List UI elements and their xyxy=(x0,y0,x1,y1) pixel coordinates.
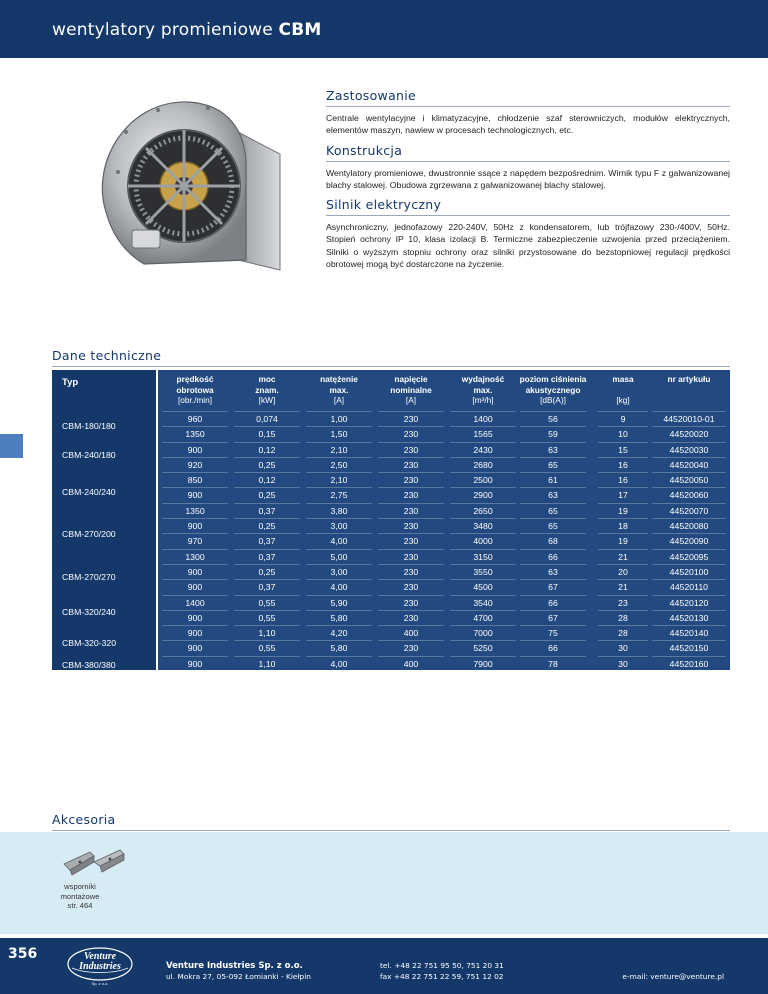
table-cell: 17 xyxy=(598,487,648,502)
table-cell: 56 xyxy=(520,411,586,426)
table-cell: 2650 xyxy=(450,503,516,518)
table-cell: 0,37 xyxy=(234,579,300,594)
type-label: CBM-240/240 xyxy=(62,487,116,497)
table-cell: 1350 xyxy=(162,503,228,518)
page-title xyxy=(52,20,322,40)
table-cell: 900 xyxy=(162,656,228,671)
column-header-line: max. xyxy=(473,384,493,395)
table-cell: 20 xyxy=(598,564,648,579)
table-cell: 900 xyxy=(162,487,228,502)
column-header-nr-artykulu xyxy=(652,374,726,385)
section-title: Silnik elektryczny xyxy=(326,197,730,216)
section-text: Asynchroniczny, jednofazowy 220-240V, 50Hz z kondensatorem, lub trójfazowy 230-/400V, 50Hz. Stopień ochrony IP 10, klasa izolacji B. Termiczne zabezpieczenie uzwojenia przed przeciążeniem. Silniki o wyższym stopniu ochrony oraz silniki przystosowane do bezstopniowej regulacji prędkości obrotowej mogą być dostarczone na życzenie. xyxy=(326,222,730,270)
table-cell: 900 xyxy=(162,625,228,640)
table-cell: 66 xyxy=(520,549,586,564)
table-cell: 65 xyxy=(520,518,586,533)
column-header-moc xyxy=(234,374,300,406)
table-cell: 4,00 xyxy=(306,579,372,594)
table-cell: 3550 xyxy=(450,564,516,579)
table-cell: 900 xyxy=(162,518,228,533)
table-type-column-bg xyxy=(52,370,156,670)
table-cell: 850 xyxy=(162,472,228,487)
type-label: CBM-320-320 xyxy=(62,638,117,648)
section-zastosowanie xyxy=(326,88,730,137)
section-text: Wentylatory promieniowe, dwustronnie ssące z napędem bezpośrednim. Wirnik typu F z galwanizowanej blachy stalowej. Obudowa zgrzewana z galwanizowanej blachy stalowej. xyxy=(326,168,730,191)
table-cell: 30 xyxy=(598,640,648,655)
table-cell: 10 xyxy=(598,426,648,441)
table-cell: 230 xyxy=(378,518,444,533)
column-header-line: max. xyxy=(329,384,349,395)
table-cell: 65 xyxy=(520,503,586,518)
table-cell: 63 xyxy=(520,487,586,502)
table-cell: 0,25 xyxy=(234,487,300,502)
table-cell: 44520140 xyxy=(652,625,726,640)
table-cell: 2,20 xyxy=(234,671,300,686)
table-cell: 3540 xyxy=(450,595,516,610)
table-cell: 230 xyxy=(378,610,444,625)
column-header-line: obrotowa xyxy=(176,384,214,395)
table-cell: 28 xyxy=(598,610,648,625)
column-wydajnosc xyxy=(450,411,516,686)
page-title-main: wentylatory promieniowe xyxy=(52,20,279,40)
table-cell: 16 xyxy=(598,457,648,472)
technical-data-table xyxy=(52,370,730,685)
table-cell: 3,00 xyxy=(306,518,372,533)
column-header-unit: [m³/h] xyxy=(472,395,494,406)
logo-text-spzoo: Sp. z o.o. xyxy=(91,981,109,986)
column-header-napiecie xyxy=(378,374,444,406)
column-header-unit: [A] xyxy=(333,395,345,406)
table-cell: 61 xyxy=(520,472,586,487)
table-cell: 44520010-01 xyxy=(652,411,726,426)
table-cell: 15 xyxy=(598,442,648,457)
table-cell: 11900 xyxy=(450,671,516,686)
table-cell: 230 xyxy=(378,503,444,518)
table-cell: 7900 xyxy=(450,656,516,671)
column-header-unit: [kW] xyxy=(258,395,276,406)
table-cell: 68 xyxy=(520,533,586,548)
section-text: Centrale wentylacyjne i klimatyzacyjne, chłodzenie szaf sterowniczych, modułów elektrycznych, elementów maszyn, nawiew w procesach technologicznych, etc. xyxy=(326,113,730,136)
column-header-line: znam. xyxy=(255,384,279,395)
table-cell: 1350 xyxy=(162,426,228,441)
table-cell: 1,50 xyxy=(306,426,372,441)
table-cell: 28 xyxy=(598,625,648,640)
table-cell: 7000 xyxy=(450,625,516,640)
table-cell: 75 xyxy=(520,625,586,640)
fan-product-image xyxy=(88,92,288,282)
column-header-line: natężenie xyxy=(320,374,358,384)
table-cell: 44520080 xyxy=(652,518,726,533)
section-title: Konstrukcja xyxy=(326,143,730,162)
column-header-line: napięcie xyxy=(394,374,428,384)
column-predkosc xyxy=(162,411,228,686)
table-cell: 230 xyxy=(378,411,444,426)
footer-email[interactable]: e-mail: venture@venture.pl xyxy=(622,972,724,981)
table-cell: 8,00 xyxy=(306,671,372,686)
table-cell: 230 xyxy=(378,472,444,487)
table-cell: 0,37 xyxy=(234,533,300,548)
table-cell: 230 xyxy=(378,533,444,548)
table-cell: 5,90 xyxy=(306,595,372,610)
caption-line: wsporniki xyxy=(64,882,96,891)
table-cell: 0,12 xyxy=(234,472,300,487)
table-cell: 3,80 xyxy=(306,503,372,518)
type-label: CBM-270/270 xyxy=(62,572,116,582)
table-cell: 4,00 xyxy=(306,656,372,671)
table-cell: 4,00 xyxy=(306,533,372,548)
column-header-line: nominalne xyxy=(390,384,432,395)
table-cell: 1,00 xyxy=(306,411,372,426)
table-cell: 900 xyxy=(162,640,228,655)
table-cell: 3,00 xyxy=(306,564,372,579)
table-cell: 44520060 xyxy=(652,487,726,502)
table-cell: 230 xyxy=(378,457,444,472)
table-cell: 78 xyxy=(520,656,586,671)
column-poziom xyxy=(520,411,586,686)
table-cell: 5,80 xyxy=(306,610,372,625)
table-cell: 0,37 xyxy=(234,549,300,564)
table-cell: 0,15 xyxy=(234,426,300,441)
table-cell: 1,10 xyxy=(234,656,300,671)
table-cell: 1565 xyxy=(450,426,516,441)
table-cell: 0,25 xyxy=(234,564,300,579)
column-header-unit: [dB(A)] xyxy=(540,395,566,406)
table-cell: 21 xyxy=(598,579,648,594)
table-cell: 44520040 xyxy=(652,457,726,472)
table-cell: 5,00 xyxy=(306,549,372,564)
column-nr-artykulu xyxy=(652,411,726,686)
page-number: 356 xyxy=(8,946,38,962)
table-cell: 0,12 xyxy=(234,442,300,457)
table-cell: 18 xyxy=(598,518,648,533)
table-cell: 230 xyxy=(378,487,444,502)
table-cell: 230 xyxy=(378,426,444,441)
table-cell: 21 xyxy=(598,549,648,564)
caption-page-link[interactable]: str. 464 xyxy=(67,901,93,911)
table-cell: 67 xyxy=(520,579,586,594)
table-cell: 4,20 xyxy=(306,625,372,640)
table-cell: 66 xyxy=(520,595,586,610)
venture-industries-logo xyxy=(66,944,134,988)
table-cell: 16 xyxy=(598,472,648,487)
table-cell: 0,25 xyxy=(234,457,300,472)
footer-fax: fax +48 22 751 22 59, 751 12 02 xyxy=(380,972,504,981)
column-header-unit: [obr./min] xyxy=(177,395,213,406)
section-konstrukcja xyxy=(326,143,730,192)
table-cell: 44520170 xyxy=(652,671,726,686)
column-header-line: wydajność xyxy=(461,374,505,384)
column-header-line: moc xyxy=(258,374,276,384)
caption-line: montażowe xyxy=(60,891,100,901)
page-header xyxy=(0,0,768,58)
column-header-masa xyxy=(598,374,648,406)
table-cell: 2900 xyxy=(450,487,516,502)
table-cell: 2,50 xyxy=(306,457,372,472)
type-label: CBM-320/240 xyxy=(62,607,116,617)
column-header-line xyxy=(598,385,648,396)
column-header-line: akustycznego xyxy=(525,384,581,395)
table-cell: 230 xyxy=(378,640,444,655)
column-masa xyxy=(598,411,648,686)
table-cell: 230 xyxy=(378,442,444,457)
table-cell: 230 xyxy=(378,595,444,610)
column-header-line: prędkość xyxy=(176,374,214,384)
column-header-line: nr artykułu xyxy=(667,374,711,384)
logo-text-industries: Industries xyxy=(79,961,121,972)
table-cell: 44520020 xyxy=(652,426,726,441)
table-cell: 23 xyxy=(598,595,648,610)
table-cell: 67 xyxy=(520,610,586,625)
side-tab-marker xyxy=(0,434,23,458)
table-cell: 66 xyxy=(520,640,586,655)
table-cell: 45 xyxy=(598,671,648,686)
table-cell: 4000 xyxy=(450,533,516,548)
table-cell: 44520095 xyxy=(652,549,726,564)
akcesoria-title: Akcesoria xyxy=(52,812,730,831)
table-cell: 0,074 xyxy=(234,411,300,426)
footer-phone: tel. +48 22 751 95 50, 751 20 31 xyxy=(380,961,504,970)
table-cell: 400 xyxy=(378,656,444,671)
table-cell: 19 xyxy=(598,503,648,518)
mounting-bracket-image[interactable] xyxy=(60,842,130,878)
section-title: Zastosowanie xyxy=(326,88,730,107)
type-label: CBM-270/200 xyxy=(62,529,116,539)
table-cell: 1400 xyxy=(162,595,228,610)
typ-header: Typ xyxy=(62,377,79,388)
page-title-bold: CBM xyxy=(278,20,322,40)
table-cell: 920 xyxy=(162,671,228,686)
akcesoria-caption xyxy=(55,882,105,911)
table-cell: 1400 xyxy=(450,411,516,426)
table-cell: 5250 xyxy=(450,640,516,655)
table-cell: 44520070 xyxy=(652,503,726,518)
column-header-line: poziom ciśnienia xyxy=(519,374,587,384)
column-header-predkosc xyxy=(162,374,228,406)
table-cell: 44520100 xyxy=(652,564,726,579)
table-cell: 960 xyxy=(162,411,228,426)
column-header-unit: [A] xyxy=(405,395,417,406)
table-cell: 4500 xyxy=(450,579,516,594)
logo-text-venture: Venture xyxy=(83,951,117,962)
table-cell: 2,10 xyxy=(306,442,372,457)
column-napiecie xyxy=(378,411,444,686)
column-header-natezenie xyxy=(306,374,372,406)
table-cell: 44520030 xyxy=(652,442,726,457)
table-cell: 76 xyxy=(520,671,586,686)
table-cell: 0,55 xyxy=(234,640,300,655)
table-cell: 900 xyxy=(162,442,228,457)
dane-techniczne-title: Dane techniczne xyxy=(52,348,730,367)
table-cell: 900 xyxy=(162,610,228,625)
table-cell: 3480 xyxy=(450,518,516,533)
table-cell: 400 xyxy=(378,671,444,686)
column-header-poziom xyxy=(514,374,592,406)
table-cell: 900 xyxy=(162,579,228,594)
column-header-unit: [kg] xyxy=(616,395,630,406)
footer-company: Venture Industries Sp. z o.o. xyxy=(166,961,303,971)
table-cell: 2500 xyxy=(450,472,516,487)
footer-address: ul. Mokra 27, 05-092 Łomianki - Kiełpin xyxy=(166,972,311,981)
table-cell: 400 xyxy=(378,625,444,640)
table-cell: 4700 xyxy=(450,610,516,625)
table-cell: 44520160 xyxy=(652,656,726,671)
table-cell: 44520090 xyxy=(652,533,726,548)
table-cell: 9 xyxy=(598,411,648,426)
table-cell: 5,80 xyxy=(306,640,372,655)
table-cell: 63 xyxy=(520,564,586,579)
table-cell: 65 xyxy=(520,457,586,472)
column-header-wydajnosc xyxy=(450,374,516,406)
type-label: CBM-240/180 xyxy=(62,450,116,460)
table-cell: 44520130 xyxy=(652,610,726,625)
table-cell: 0,25 xyxy=(234,518,300,533)
table-cell: 230 xyxy=(378,564,444,579)
table-cell: 920 xyxy=(162,457,228,472)
table-cell: 2,10 xyxy=(306,472,372,487)
table-cell: 44520110 xyxy=(652,579,726,594)
table-cell: 230 xyxy=(378,549,444,564)
table-cell: 0,55 xyxy=(234,610,300,625)
table-cell: 63 xyxy=(520,442,586,457)
type-label: CBM-380/380 xyxy=(62,660,116,670)
table-cell: 900 xyxy=(162,564,228,579)
table-cell: 0,37 xyxy=(234,503,300,518)
table-cell: 44520150 xyxy=(652,640,726,655)
table-cell: 44520050 xyxy=(652,472,726,487)
table-cell: 230 xyxy=(378,579,444,594)
table-cell: 2,75 xyxy=(306,487,372,502)
table-cell: 2430 xyxy=(450,442,516,457)
table-cell: 970 xyxy=(162,533,228,548)
table-cell: 30 xyxy=(598,656,648,671)
table-cell: 19 xyxy=(598,533,648,548)
type-label: CBM-180/180 xyxy=(62,421,116,431)
table-cell: 3150 xyxy=(450,549,516,564)
column-moc xyxy=(234,411,300,686)
column-header-line: masa xyxy=(612,374,634,384)
table-cell: 2680 xyxy=(450,457,516,472)
column-natezenie xyxy=(306,411,372,686)
table-cell: 1,10 xyxy=(234,625,300,640)
table-cell: 0,55 xyxy=(234,595,300,610)
table-cell: 44520120 xyxy=(652,595,726,610)
section-silnik xyxy=(326,197,730,271)
table-cell: 1300 xyxy=(162,549,228,564)
table-cell: 59 xyxy=(520,426,586,441)
